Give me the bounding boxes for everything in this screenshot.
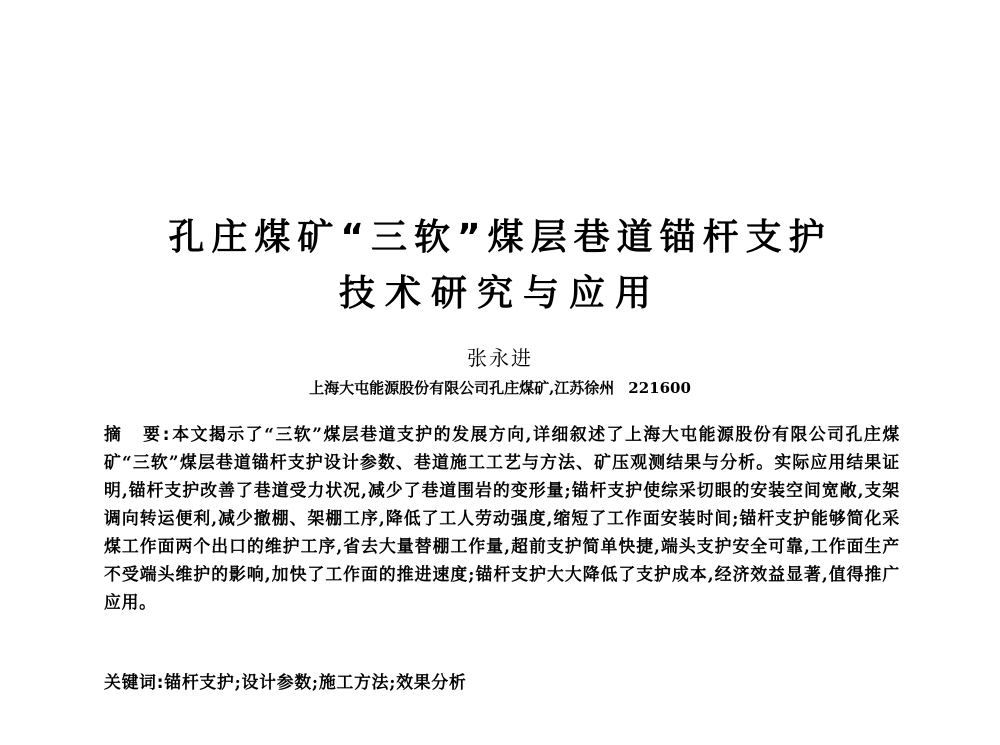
abstract (104, 420, 900, 616)
abstract-label: 摘 要: (104, 424, 172, 444)
article-title-line-2: 技术研究与应用 (338, 273, 661, 314)
keywords-text: 锚杆支护;设计参数;施工方法;效果分析 (164, 672, 467, 692)
postal-code: 221600 (628, 379, 691, 397)
affiliation-text: 上海大屯能源股份有限公司孔庄煤矿,江苏徐州 (309, 379, 615, 397)
author-affiliation (0, 377, 1000, 398)
author-name: 张永进 (467, 346, 533, 370)
abstract-text: 本文揭示了“三软”煤层巷道支护的发展方向,详细叙述了上海大屯能源股份有限公司孔庄煤矿“三软”煤层巷道锚杆支护设计参数、巷道施工工艺与方法、矿压观测结果与分析。实际应用结果证明,锚杆支护改善了巷道受力状况,减少了巷道围岩的变形量;锚杆支护使综采切眼的安装空间宽敞,支架调向转运便利,减少撤棚、架棚工序,降低了工人劳动强度,缩短了工作面安装时间;锚杆支护能够简化采煤工作面两个出口的维护工序,省去大量替棚工作量,超前支护简单快捷,端头支护安全可靠,工作面生产不受端头维护的影响,加快了工作面的推进速度;锚杆支护大大降低了支护成本,经济效益显著,值得推广应用。 (104, 424, 900, 612)
keywords-label: 关键词: (104, 672, 165, 692)
article-title-line-1: 孔庄煤矿“三软”煤层巷道锚杆支护 (168, 217, 832, 258)
keywords (104, 670, 900, 694)
